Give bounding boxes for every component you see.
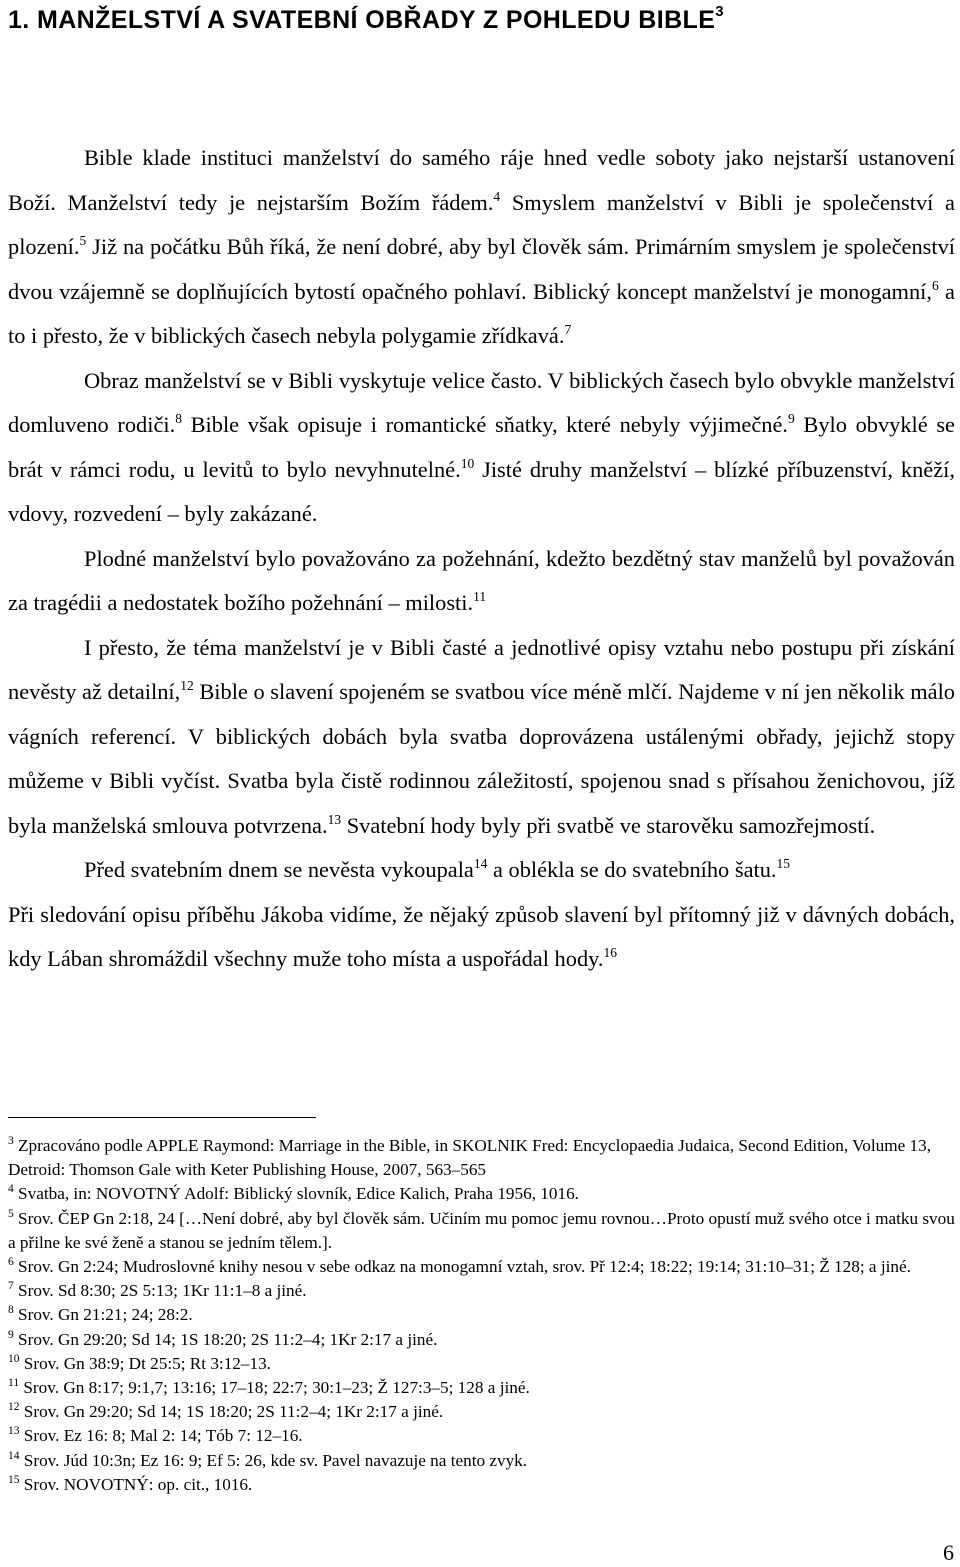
footnote-number: 12 xyxy=(8,1401,20,1414)
footnote-ref[interactable]: 9 xyxy=(788,411,795,426)
footnote xyxy=(8,1449,956,1473)
footnote-number: 14 xyxy=(8,1449,20,1462)
footnote-ref[interactable]: 4 xyxy=(493,188,501,204)
footnote xyxy=(8,1400,956,1424)
paragraph-text: I přesto, že téma manželství je v Bibli časté a jednotlivé opisy vztahu nebo postupu při získání nevěsty až detailní, xyxy=(8,634,955,704)
paragraph xyxy=(8,893,955,982)
footnote-number: 7 xyxy=(8,1280,14,1293)
page-number: 6 xyxy=(943,1540,954,1565)
paragraph-text: Před svatebním dnem se nevěsta vykoupala xyxy=(84,857,474,882)
footnote-text: Srov. Gn 29:20; Sd 14; 1S 18:20; 2S 11:2–4; 1Kr 2:17 a jiné. xyxy=(19,1402,444,1422)
paragraph-text: Plodné manželství bylo považováno za požehnání, kdežto bezdětný stav manželů byl považován za tragédii a nedostatek božího požehnání – milosti. xyxy=(8,545,955,615)
footnote-separator xyxy=(8,1117,316,1118)
footnote-ref[interactable]: 14 xyxy=(473,856,488,871)
paragraph-text: Již na počátku Bůh říká, že není dobré, aby byl člověk sám. Primárním smyslem je společenství dvou vzájemně se doplňujících bytostí opačného pohlaví. Biblický koncept manželství je monogamní, xyxy=(8,234,955,304)
footnote-number: 6 xyxy=(8,1256,14,1269)
footnotes xyxy=(8,1134,956,1497)
footnote-text: Srov. Sd 8:30; 2S 5:13; 1Kr 11:1–8 a jiné. xyxy=(13,1281,307,1301)
footnote-number: 8 xyxy=(8,1304,14,1317)
paragraph-text: a to i přesto, že v biblických časech nebyla polygamie zřídkavá. xyxy=(8,278,955,348)
chapter-heading xyxy=(8,2,948,38)
footnote-ref[interactable]: 15 xyxy=(776,856,791,871)
paragraph-text: Svatební hody byly při svatbě ve starověku samozřejmostí. xyxy=(341,812,876,838)
footnote-number: 11 xyxy=(8,1377,20,1390)
footnote-ref[interactable]: 6 xyxy=(931,277,939,293)
footnote xyxy=(8,1424,956,1448)
footnote-text: Srov. Gn 8:17; 9:1,7; 13:16; 17–18; 22:7; 30:1–23; Ž 127:3–5; 128 a jiné. xyxy=(19,1378,530,1398)
paragraph xyxy=(8,136,955,359)
footnote-text: Srov. Gn 21:21; 24; 28:2. xyxy=(13,1305,193,1325)
footnote-ref[interactable]: 11 xyxy=(473,589,487,604)
footnote xyxy=(8,1328,956,1352)
footnote xyxy=(8,1255,956,1279)
paragraph xyxy=(8,537,955,626)
footnote-ref[interactable]: 12 xyxy=(180,678,194,693)
paragraph-text: Bible o slavení spojeném se svatbou více méně mlčí. Najdeme v ní jen několik málo vágních referencí. V biblických dobách byla svatba doprovázena ustálenými obřady, jejichž stopy můžeme v Bibli vyčíst. Svatba byla čistě rodinnou záležitostí, spojenou snad s přísahou ženichovou, jíž byla manželská smlouva potvrzena. xyxy=(8,679,955,838)
footnote-ref[interactable]: 5 xyxy=(79,233,87,248)
footnote xyxy=(8,1134,956,1182)
footnote xyxy=(8,1182,956,1206)
footnote xyxy=(8,1207,956,1255)
footnote-ref[interactable]: 16 xyxy=(603,945,617,960)
paragraph-text: Jisté druhy manželství – blízké příbuzenství, kněží, vdovy, rozvedení – byly zakázané. xyxy=(8,456,956,526)
paragraph xyxy=(8,626,955,849)
footnote-text: Srov. Gn 38:9; Dt 25:5; Rt 3:12–13. xyxy=(19,1353,271,1373)
paragraph-text: Smyslem manželství v Bibli je společenství a plození. xyxy=(8,189,955,259)
footnote-text: Srov. Gn 29:20; Sd 14; 1S 18:20; 2S 11:2–4; 1Kr 2:17 a jiné. xyxy=(13,1329,438,1349)
footnote-text: Srov. Júd 10:3n; Ez 16: 9; Ef 5: 26, kde sv. Pavel navazuje na tento zvyk. xyxy=(19,1450,528,1470)
footnote-text: Srov. Gn 2:24; Mudroslovné knihy nesou v sebe odkaz na monogamní vztah, srov. Př 12:4; 18:22; 19:14; 31:10–31; Ž 128; a jiné. xyxy=(13,1257,911,1277)
paragraph-text: Bylo obvyklé se brát v rámci rodu, u levitů to bylo nevyhnutelné. xyxy=(8,412,955,482)
footnote xyxy=(8,1473,956,1497)
footnote-number: 3 xyxy=(8,1135,14,1147)
paragraph-text: Obraz manželství se v Bibli vyskytuje velice často. V biblických časech bylo obvykle manželství domluveno rodiči. xyxy=(8,367,955,437)
footnote-number: 10 xyxy=(8,1352,20,1365)
footnote-text: Srov. NOVOTNÝ: op. cit., 1016. xyxy=(19,1474,253,1494)
footnote-number: 5 xyxy=(8,1207,14,1220)
footnote-text: Srov. ČEP Gn 2:18, 24 […Není dobré, aby byl člověk sám. Učiním mu pomoc jemu rovnou…Proto opustí muž svého otce i matku svou a přilne ke své ženě a stanou se jedním tělem.]. xyxy=(8,1208,955,1252)
footnote-ref[interactable]: 3 xyxy=(715,3,725,20)
footnote xyxy=(8,1279,956,1303)
paragraph-text: a oblékla se do svatebního šatu. xyxy=(487,857,777,882)
footnote-ref[interactable]: 7 xyxy=(564,322,572,337)
footnote-text: Svatba, in: NOVOTNÝ Adolf: Biblický slovník, Edice Kalich, Praha 1956, 1016. xyxy=(13,1184,579,1204)
paragraph-text: Bible klade instituci manželství do samého ráje hned vedle soboty jako nejstarší ustanovení Boží. Manželství tedy je nejstarším Božím řádem. xyxy=(8,145,955,215)
footnote-ref[interactable]: 10 xyxy=(460,455,475,471)
footnote-number: 15 xyxy=(8,1473,20,1486)
paragraph xyxy=(8,359,955,537)
footnote xyxy=(8,1376,956,1400)
footnote-number: 13 xyxy=(8,1425,20,1438)
paragraph-text: Při sledování opisu příběhu Jákoba vidíme, že nějaký způsob slavení byl přítomný již v dávných dobách, kdy Lában shromáždil všechny muže toho místa a uspořádal hody. xyxy=(8,901,955,971)
footnote-ref[interactable]: 13 xyxy=(327,811,342,827)
footnote-number: 9 xyxy=(8,1328,14,1341)
footnote xyxy=(8,1303,956,1327)
body-text xyxy=(8,136,955,982)
footnote-ref[interactable]: 8 xyxy=(175,411,182,426)
paragraph-text: Bible však opisuje i romantické sňatky, které nebyly výjimečné. xyxy=(181,412,788,437)
footnote-text: Srov. Ez 16: 8; Mal 2: 14; Tób 7: 12–16. xyxy=(19,1426,303,1446)
footnote xyxy=(8,1352,956,1376)
footnote-text: Zpracováno podle APPLE Raymond: Marriage in the Bible, in SKOLNIK Fred: Encyclopaedia Judaica, Second Edition, Volume 13, Detroid: Thomson Gale with Keter Publishing House, 2007, 563–565 xyxy=(8,1136,932,1180)
chapter-heading-text: 1. MANŽELSTVÍ A SVATEBNÍ OBŘADY Z POHLEDU BIBLE xyxy=(8,6,716,34)
footnote-number: 4 xyxy=(8,1183,14,1196)
paragraph xyxy=(8,848,955,893)
